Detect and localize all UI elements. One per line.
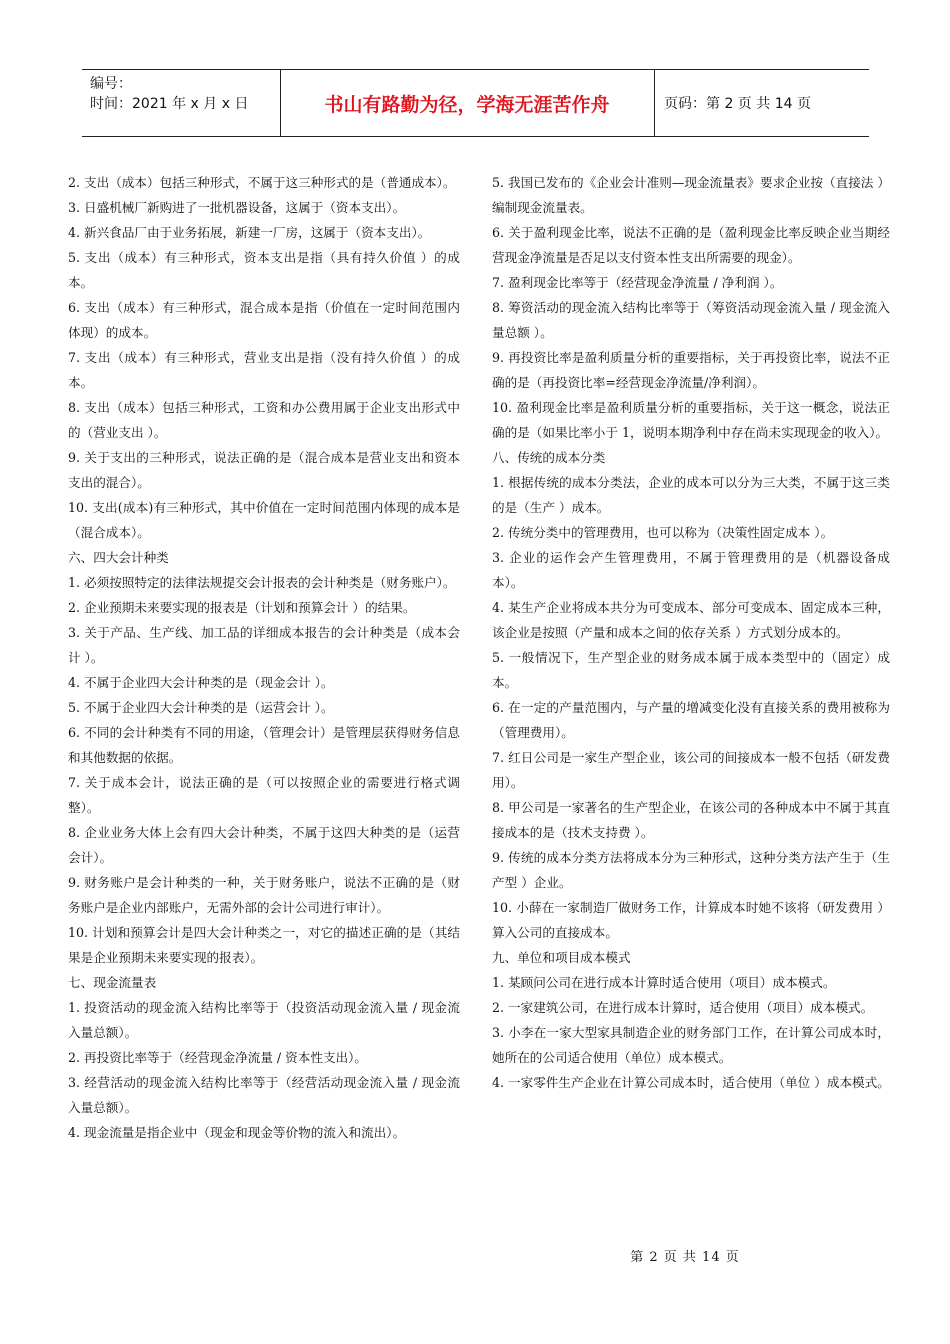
paragraph: 3. 日盛机械厂新购进了一批机器设备，这属于（资本支出）。 — [68, 200, 406, 215]
header-meta — [90, 74, 248, 114]
page-footer — [0, 1246, 950, 1265]
paragraph: 1. 根据传统的成本分类法，企业的成本可以分为三大类，不属于这三类的是（生产 ）成本。 — [492, 475, 890, 515]
paragraph: 6. 关于盈利现金比率，说法不正确的是（盈利现金比率反映企业当期经营现金净流量是否足以支付资本性支出所需要的现金）。 — [492, 225, 890, 265]
paragraph: 10. 计划和预算会计是四大会计种类之一，对它的描述正确的是（其结果是企业预期未来要实现的报表）。 — [68, 925, 460, 965]
paragraph: 9. 传统的成本分类方法将成本分为三种形式，这种分类方法产生于（生产型 ）企业。 — [492, 850, 890, 890]
right-column — [492, 170, 890, 1095]
paragraph: 2. 企业预期未来要实现的报表是（计划和预算会计 ）的结果。 — [68, 600, 416, 615]
paragraph: 10. 小薛在一家制造厂做财务工作，计算成本时她不该将（研发费用 ）算入公司的直接成本。 — [492, 900, 890, 940]
paragraph: 4. 不属于企业四大会计种类的是（现金会计 ）。 — [68, 675, 334, 690]
paragraph: 6. 不同的会计种类有不同的用途，（管理会计）是管理层获得财务信息和其他数据的依据。 — [68, 725, 460, 765]
paragraph: 8. 支出（成本）包括三种形式，工资和办公费用属于企业支出形式中的（营业支出 ）。 — [68, 400, 460, 440]
paragraph: 3. 小李在一家大型家具制造企业的财务部门工作，在计算公司成本时，她所在的公司适合使用（单位）成本模式。 — [492, 1025, 890, 1065]
paragraph: 2. 传统分类中的管理费用，也可以称为（决策性固定成本 ）。 — [492, 525, 834, 540]
paragraph: 6. 在一定的产量范围内，与产量的增减变化没有直接关系的费用被称为（管理费用）。 — [492, 700, 890, 740]
page-header — [82, 69, 869, 137]
paragraph: 2. 再投资比率等于（经营现金净流量 / 资本性支出）。 — [68, 1050, 368, 1065]
paragraph: 9. 关于支出的三种形式，说法正确的是（混合成本是营业支出和资本支出的混合）。 — [68, 450, 460, 490]
paragraph: 九、单位和项目成本模式 — [492, 950, 631, 965]
page-label: 页码：第 2 页 共 14 页 — [664, 96, 811, 112]
motto: 书山有路勤为径，学海无涯苦作舟 — [324, 93, 610, 116]
paragraph: 2. 支出（成本）包括三种形式，不属于这三种形式的是（普通成本）。 — [68, 175, 456, 190]
paragraph: 8. 筹资活动的现金流入结构比率等于（筹资活动现金流入量 / 现金流入量总额 ）。 — [492, 300, 890, 340]
paragraph: 1. 某顾问公司在进行成本计算时适合使用（项目）成本模式。 — [492, 975, 836, 990]
paragraph: 7. 盈利现金比率等于（经营现金净流量 / 净利润 ）。 — [492, 275, 783, 290]
paragraph: 5. 一般情况下，生产型企业的财务成本属于成本类型中的（固定）成本。 — [492, 650, 890, 690]
paragraph: 7. 关于成本会计，说法正确的是（可以按照企业的需要进行格式调整）。 — [68, 775, 460, 815]
paragraph: 3. 经营活动的现金流入结构比率等于（经营活动现金流入量 / 现金流入量总额）。 — [68, 1075, 460, 1115]
paragraph: 10. 盈利现金比率是盈利质量分析的重要指标，关于这一概念，说法正确的是（如果比率小于 1，说明本期净利中存在尚未实现现金的收入）。 — [492, 400, 890, 440]
number-label: 编号： — [90, 76, 132, 92]
paragraph: 4. 一家零件生产企业在计算公司成本时，适合使用（单位 ）成本模式。 — [492, 1075, 890, 1090]
paragraph: 4. 新兴食品厂由于业务拓展，新建一厂房，这属于（资本支出）。 — [68, 225, 431, 240]
paragraph: 2. 一家建筑公司，在进行成本计算时，适合使用（项目）成本模式。 — [492, 1000, 874, 1015]
paragraph: 1. 必须按照特定的法律法规提交会计报表的会计种类是（财务账户）。 — [68, 575, 456, 590]
paragraph: 10. 支出(成本)有三种形式，其中价值在一定时间范围内体现的成本是（混合成本）。 — [68, 500, 460, 540]
time-label: 时间：2021 年 x 月 x 日 — [90, 96, 249, 112]
footer-page-number: 第 2 页 共 14 页 — [630, 1250, 740, 1265]
paragraph: 7. 红日公司是一家生产型企业，该公司的间接成本一般不包括（研发费用）。 — [492, 750, 890, 790]
paragraph: 9. 财务账户是会计种类的一种，关于财务账户，说法不正确的是（财务账户是企业内部账户，无需外部的会计公司进行审计）。 — [68, 875, 460, 915]
paragraph: 5. 支出（成本）有三种形式，资本支出是指（具有持久价值 ）的成本。 — [68, 250, 460, 290]
paragraph: 9. 再投资比率是盈利质量分析的重要指标，关于再投资比率，说法不正确的是（再投资比率=经营现金净流量/净利润）。 — [492, 350, 890, 390]
paragraph: 8. 甲公司是一家著名的生产型企业，在该公司的各种成本中不属于其直接成本的是（技术支持费 ）。 — [492, 800, 890, 840]
paragraph: 4. 现金流量是指企业中（现金和现金等价物的流入和流出）。 — [68, 1125, 406, 1140]
paragraph: 6. 支出（成本）有三种形式，混合成本是指（价值在一定时间范围内体现）的成本。 — [68, 300, 460, 340]
paragraph: 3. 关于产品、生产线、加工品的详细成本报告的会计种类是（成本会计 ）。 — [68, 625, 460, 665]
paragraph: 5. 不属于企业四大会计种类的是（运营会计 ）。 — [68, 700, 334, 715]
paragraph: 7. 支出（成本）有三种形式，营业支出是指（没有持久价值 ）的成本。 — [68, 350, 460, 390]
header-divider — [654, 70, 655, 136]
paragraph: 六、四大会计种类 — [68, 550, 169, 565]
paragraph: 七、现金流量表 — [68, 975, 157, 990]
paragraph: 8. 企业业务大体上会有四大会计种类，不属于这四大种类的是（运营会计）。 — [68, 825, 460, 865]
paragraph: 1. 投资活动的现金流入结构比率等于（投资活动现金流入量 / 现金流入量总额）。 — [68, 1000, 460, 1040]
paragraph: 4. 某生产企业将成本共分为可变成本、部分可变成本、固定成本三种，该企业是按照（产量和成本之间的依存关系 ）方式划分成本的。 — [492, 600, 890, 640]
paragraph: 八、传统的成本分类 — [492, 450, 606, 465]
left-column — [68, 170, 460, 1145]
paragraph: 5. 我国已发布的《企业会计准则—现金流量表》要求企业按（直接法 ）编制现金流量表。 — [492, 175, 890, 215]
paragraph: 3. 企业的运作会产生管理费用，不属于管理费用的是（机器设备成本）。 — [492, 550, 890, 590]
